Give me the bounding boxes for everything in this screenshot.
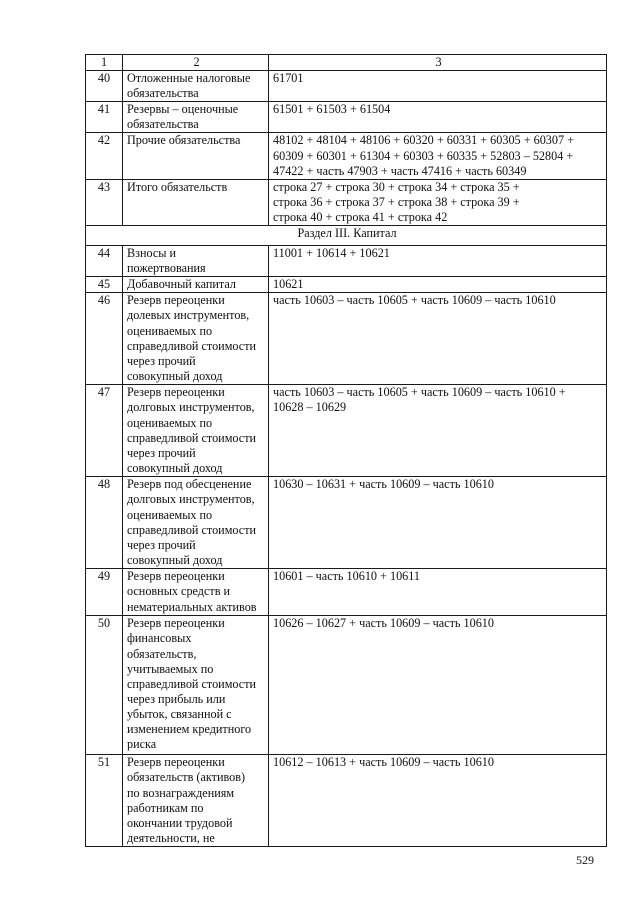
row-formula: 61501 + 61503 + 61504: [269, 102, 607, 133]
row-formula: 10626 – 10627 + часть 10609 – часть 10610: [269, 616, 607, 755]
table-row: [86, 277, 607, 293]
row-number: 45: [86, 277, 123, 293]
row-formula: 10601 – часть 10610 + 10611: [269, 569, 607, 616]
table-row: [86, 102, 607, 133]
row-formula: часть 10603 – часть 10605 + часть 10609 – часть 10610: [269, 293, 607, 385]
table-row: [86, 179, 607, 225]
row-name: Прочие обязательства: [123, 133, 269, 179]
row-formula: 10612 – 10613 + часть 10609 – часть 10610: [269, 755, 607, 847]
row-formula: строка 27 + строка 30 + строка 34 + строка 35 + строка 36 + строка 37 + строка 38 + строка 39 + строка 40 + строка 41 + строка 42: [269, 179, 607, 225]
row-number: 48: [86, 477, 123, 569]
table-row: [86, 755, 607, 847]
row-formula: часть 10603 – часть 10605 + часть 10609 – часть 10610 + 10628 – 10629: [269, 385, 607, 477]
row-name: Резерв под обесценение долговых инструментов, оцениваемых по справедливой стоимости через прочий совокупный доход: [123, 477, 269, 569]
row-name: Резерв переоценки долевых инструментов, оцениваемых по справедливой стоимости через прочий совокупный доход: [123, 293, 269, 385]
row-number: 44: [86, 246, 123, 277]
row-name: Резерв переоценки основных средств и нематериальных активов: [123, 569, 269, 616]
balance-table-body: [86, 55, 607, 847]
table-row: [86, 133, 607, 179]
table-row: [86, 616, 607, 755]
table-row: [86, 293, 607, 385]
row-name: Итого обязательств: [123, 179, 269, 225]
header-col-1: 1: [86, 55, 123, 71]
row-name: Резервы – оценочные обязательства: [123, 102, 269, 133]
row-number: 40: [86, 71, 123, 102]
table-row: [86, 477, 607, 569]
row-number: 46: [86, 293, 123, 385]
row-name: Резерв переоценки обязательств (активов) по вознаграждениям работникам по окончании трудовой деятельности, не: [123, 755, 269, 847]
row-number: 43: [86, 179, 123, 225]
row-name: Отложенные налоговые обязательства: [123, 71, 269, 102]
table-row: [86, 246, 607, 277]
row-formula: 10621: [269, 277, 607, 293]
row-formula: 11001 + 10614 + 10621: [269, 246, 607, 277]
row-number: 50: [86, 616, 123, 755]
section-header-row: [86, 226, 607, 246]
row-number: 42: [86, 133, 123, 179]
table-row: [86, 569, 607, 616]
table-row: [86, 385, 607, 477]
row-number: 49: [86, 569, 123, 616]
section-title: Раздел III. Капитал: [86, 226, 607, 246]
row-number: 47: [86, 385, 123, 477]
balance-table: [85, 54, 607, 847]
table-header-row: [86, 55, 607, 71]
row-name: Резерв переоценки долговых инструментов, оцениваемых по справедливой стоимости через прочий совокупный доход: [123, 385, 269, 477]
row-number: 51: [86, 755, 123, 847]
page-number: 529: [576, 853, 594, 867]
header-col-2: 2: [123, 55, 269, 71]
row-name: Добавочный капитал: [123, 277, 269, 293]
row-name: Резерв переоценки финансовых обязательств, учитываемых по справедливой стоимости через прибыль или убыток, связанной с изменением кредитного риска: [123, 616, 269, 755]
row-formula: 61701: [269, 71, 607, 102]
header-col-3: 3: [269, 55, 607, 71]
row-formula: 48102 + 48104 + 48106 + 60320 + 60331 + 60305 + 60307 + 60309 + 60301 + 61304 + 60303 + 60335 + 52803 – 52804 + 47422 + часть 47903 + часть 47416 + часть 60349: [269, 133, 607, 179]
row-number: 41: [86, 102, 123, 133]
row-name: Взносы и пожертвования: [123, 246, 269, 277]
row-formula: 10630 – 10631 + часть 10609 – часть 10610: [269, 477, 607, 569]
table-row: [86, 71, 607, 102]
